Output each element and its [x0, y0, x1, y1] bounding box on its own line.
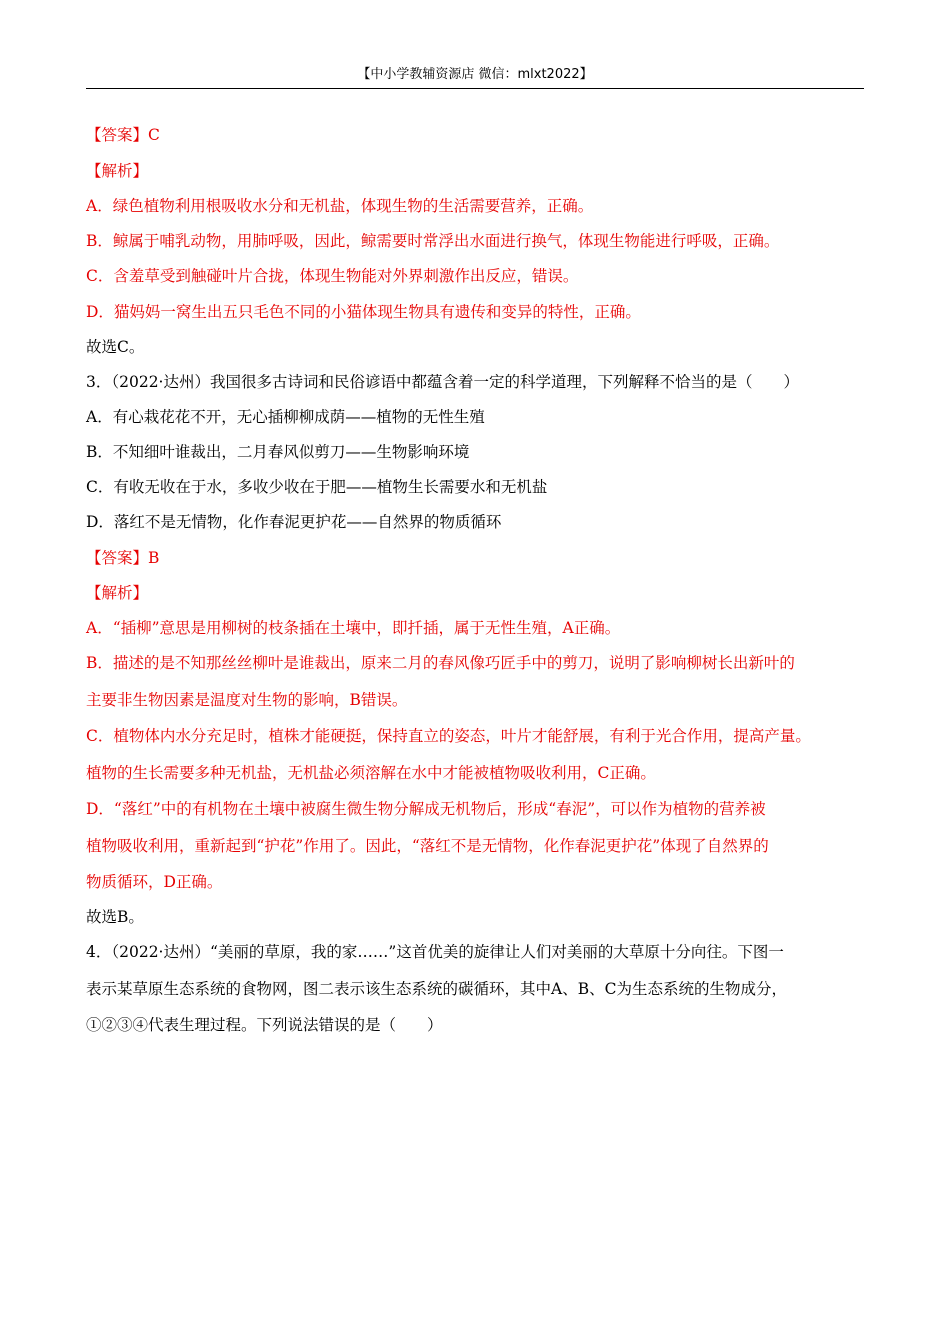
page-header — [86, 64, 864, 89]
conclusion-line: 故选C。 — [86, 338, 145, 356]
analysis-label-1: 【解析】 — [86, 162, 149, 180]
analysis-line: C．含羞草受到触碰叶片合拢，体现生物能对外界刺激作出反应，错误。 — [86, 267, 579, 285]
analysis-line: 主要非生物因素是温度对生物的影响，B错误。 — [86, 691, 408, 709]
analysis-label-2: 【解析】 — [86, 584, 149, 602]
header-text: 【中小学教辅资源店 微信：mlxt2022】 — [357, 67, 593, 82]
analysis-line: B．鲸属于哺乳动物，用肺呼吸，因此，鲸需要时常浮出水面进行换气，体现生物能进行呼吸，正确。 — [86, 232, 780, 250]
conclusion-line: 故选B。 — [86, 908, 144, 926]
analysis-line: C．植物体内水分充足时，植株才能硬挺，保持直立的姿态，叶片才能舒展，有利于光合作用，提高产量。 — [86, 727, 811, 745]
question-3-option-b: B．不知细叶谁裁出，二月春风似剪刀——生物影响环境 — [86, 443, 470, 461]
question-4-stem: 4．（2022·达州）“美丽的草原，我的家……”这首优美的旋律让人们对美丽的大草原十分向往。下图一 — [86, 943, 784, 961]
question-3-option-c: C．有收无收在于水，多收少收在于肥——植物生长需要水和无机盐 — [86, 478, 548, 496]
answer-label-1: 【答案】C — [86, 126, 160, 144]
analysis-line: B．描述的是不知那丝丝柳叶是谁裁出，原来二月的春风像巧匠手中的剪刀，说明了影响柳树长出新叶的 — [86, 654, 795, 672]
analysis-line: 物质循环，D正确。 — [86, 873, 223, 891]
analysis-line: D．“落红”中的有机物在土壤中被腐生微生物分解成无机物后，形成“春泥”，可以作为植物的营养被 — [86, 800, 766, 818]
question-4-stem: 表示某草原生态系统的食物网，图二表示该生态系统的碳循环，其中A、B、C为生态系统的生物成分， — [86, 980, 787, 998]
analysis-line: A．“插柳”意思是用柳树的枝条插在土壤中，即扦插，属于无性生殖，A正确。 — [86, 619, 621, 637]
question-4-stem: ①②③④代表生理过程。下列说法错误的是（ ） — [86, 1016, 443, 1034]
question-3-stem: 3．（2022·达州）我国很多古诗词和民俗谚语中都蕴含着一定的科学道理，下列解释不恰当的是（ ） — [86, 373, 799, 391]
analysis-line: A．绿色植物利用根吸收水分和无机盐，体现生物的生活需要营养，正确。 — [86, 197, 594, 215]
analysis-line: 植物的生长需要多种无机盐，无机盐必须溶解在水中才能被植物吸收利用，C正确。 — [86, 764, 656, 782]
question-3-option-a: A．有心栽花花不开，无心插柳柳成荫——植物的无性生殖 — [86, 408, 485, 426]
analysis-line: 植物吸收利用，重新起到“护花”作用了。因此，“落红不是无情物，化作春泥更护花”体现了自然界的 — [86, 837, 769, 855]
answer-label-2: 【答案】B — [86, 549, 160, 567]
question-3-option-d: D．落红不是无情物，化作春泥更护花——自然界的物质循环 — [86, 513, 502, 531]
analysis-line: D．猫妈妈一窝生出五只毛色不同的小猫体现生物具有遗传和变异的特性，正确。 — [86, 303, 641, 321]
